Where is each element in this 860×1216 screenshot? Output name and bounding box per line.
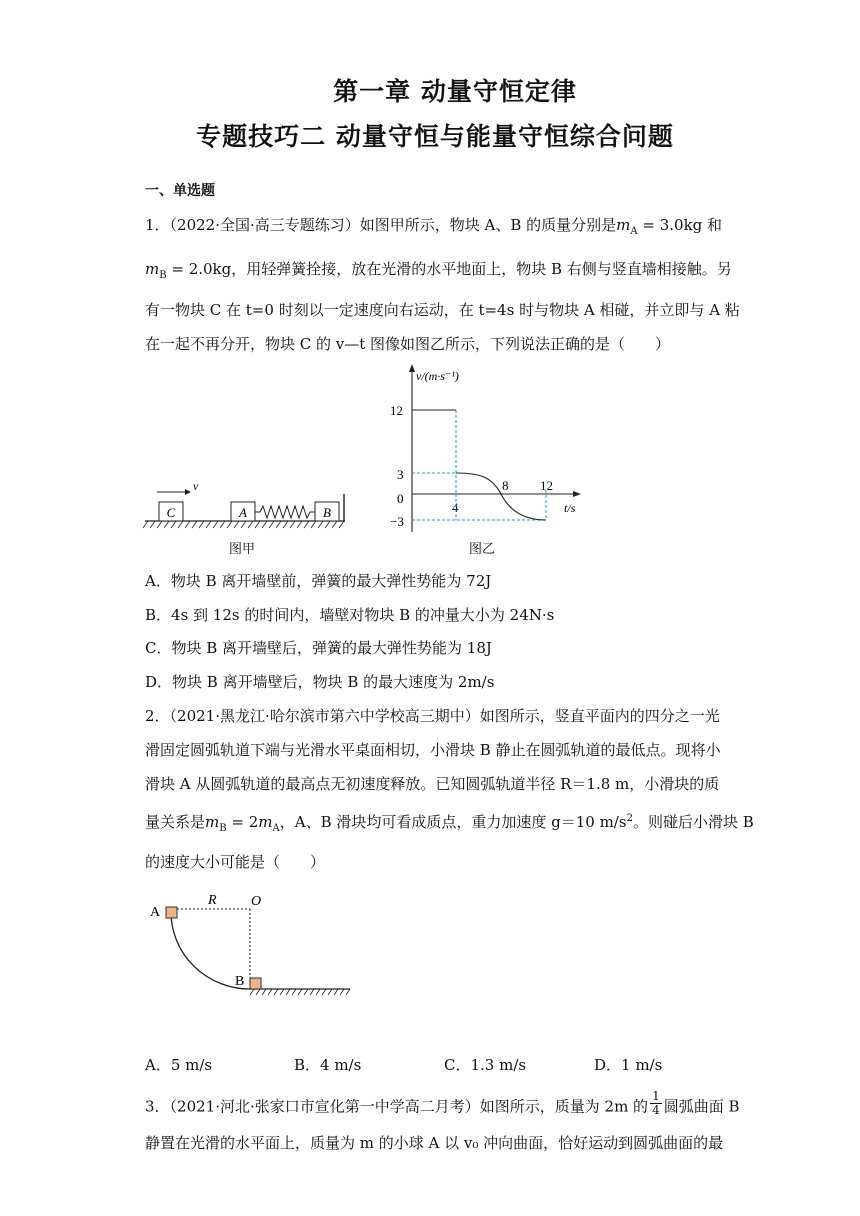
mass-a-subscript: A [630,226,638,237]
q2-line4-sup: 2 [626,813,633,824]
y-tick-0: 0 [397,491,404,506]
mass-a-value: = 3.0kg 和 [637,216,723,234]
y-tick-3: 3 [397,467,404,482]
q1-option-c: C．物块 B 离开墙壁后，弹簧的最大弹性势能为 18J [145,639,492,657]
figure-yi-caption: 图乙 [469,542,496,557]
q2-line2: 滑固定圆弧轨道下端与光滑水平桌面相切，小滑块 B 静止在圆弧轨道的最低点。现将小 [145,741,721,759]
fraction-denominator: 4 [652,1103,660,1117]
label-b: B [235,974,245,989]
q3-line1 [145,1089,740,1121]
q2-option-b: B．4 m/s [294,1056,362,1074]
chapter-title: 第一章 动量守恒定律 [333,77,577,106]
figure-jia-caption: 图甲 [229,542,256,557]
y-axis-label: v/(m·s⁻¹) [416,369,459,383]
q2-line4-a: 量关系是 [145,813,206,831]
x-axis-label: t/s [564,501,576,515]
q2-option-c: C．1.3 m/s [444,1056,527,1074]
q2-line4-c: 。则碰后小滑块 B [632,813,754,831]
block-c-label: C [166,505,176,520]
mass-a-symbol: m [616,216,631,234]
label-center: O [251,894,262,909]
mass-b-value: = 2.0kg [166,260,232,278]
y-tick-neg3: −3 [390,514,404,529]
mass-b-symbol: m [145,260,160,278]
figure-quarter-arc [140,885,360,1000]
q3-line1-b: 圆弧曲面 B [663,1097,740,1116]
q1-line1-text: 1．（2022·全国·高三专题练习）如图甲所示，物块 A、B 的质量分别是 [145,216,617,234]
q1-line4: 在一起不再分开，物块 C 的 v—t 图像如图乙所示，下列说法正确的是（ ） [145,335,671,353]
label-radius: R [208,893,217,908]
vt-curve-segment2 [456,473,546,520]
topic-title: 专题技巧二 动量守恒与能量守恒综合问题 [196,122,674,151]
q2-line1: 2．（2021·黑龙江·哈尔滨市第六中学校高三期中）如图所示，竖直平面内的四分之一光 [145,707,720,725]
x-tick-8: 8 [502,478,509,493]
figure-yi-vt-graph [380,362,590,537]
q2-line3: 滑块 A 从圆弧轨道的最高点无初速度释放。已知圆弧轨道半径 R＝1.8 m，小滑块的质 [145,775,720,793]
y-tick-12: 12 [390,403,403,418]
q1-option-d: D．物块 B 离开墙壁后，物块 B 的最大速度为 2m/s [145,673,495,691]
q2-option-d: D．1 m/s [594,1056,663,1074]
q2-line5: 的速度大小可能是（ ） [145,853,326,871]
q3-line1-a: 3．（2021·河北·张家口市宣化第一中学高二月考）如图所示，质量为 2m 的 [145,1097,649,1116]
fraction-numerator: 1 [652,1089,660,1103]
q1-line2 [145,258,732,281]
spring [255,506,315,518]
mass-b-subscript: B [159,270,167,281]
x-tick-4: 4 [452,500,459,515]
block-b-label: B [323,505,331,520]
fraction-quarter [650,1090,662,1117]
slider-a [166,907,177,918]
q1-line2-text: ，用轻弹簧拴接，放在光滑的水平地面上，物块 B 右侧与竖直墙相接触。另 [231,260,732,278]
q1-line1 [145,214,722,237]
label-a: A [150,905,161,920]
q2-line4: 量关系是$m_B = 2m_A$，A、B 滑块均可看成质点，重力加速度 g＝10 $m/s^2$。则碰后小滑块 B [145,813,754,834]
q2-option-a: A．5 m/s [145,1056,213,1074]
velocity-label: v [193,480,199,493]
q1-option-a: A．物块 B 离开墙壁前，弹簧的最大弹性势能为 72J [145,572,492,590]
x-tick-12: 12 [540,478,553,493]
q1-option-b: B．4s 到 12s 的时间内，墙壁对物块 B 的冲量大小为 24N·s [145,606,555,624]
q3-line2: 静置在光滑的水平面上，质量为 m 的小球 A 以 v₀ 冲向曲面，恰好运动到圆弧曲面的最 [145,1134,724,1152]
slider-b [250,978,261,989]
mass-formula: m [205,813,220,831]
q1-line3: 有一物块 C 在 t=0 时刻以一定速度向右运动，在 t=4s 时与物块 A 相碰，并立即与 A 粘 [145,301,740,319]
section-heading: 一、单选题 [145,183,215,199]
q2-line4-b: ，A、B 滑块均可看成质点，重力加速度 g＝10 m/s [279,813,627,831]
block-a-label: A [239,505,247,520]
